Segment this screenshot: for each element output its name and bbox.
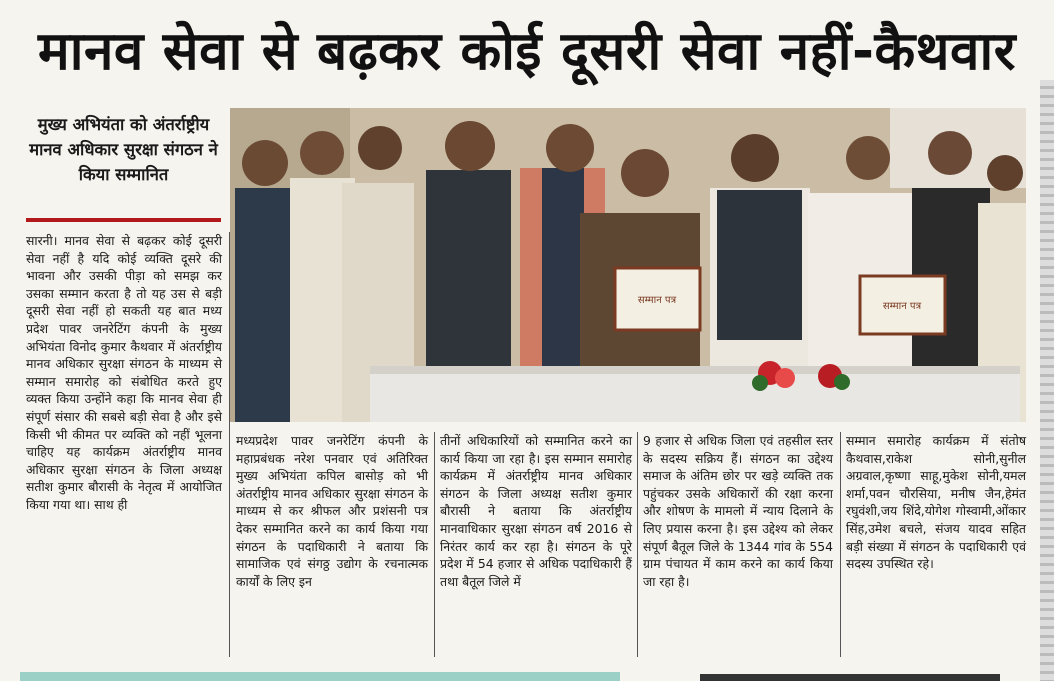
news-photo bbox=[230, 108, 1026, 422]
subheadline-rule bbox=[26, 218, 221, 222]
group-photo-illustration bbox=[230, 108, 1026, 422]
column-divider bbox=[229, 232, 230, 657]
adjacent-page-edge bbox=[1040, 80, 1054, 681]
column-divider bbox=[434, 432, 435, 657]
article-column-2: मध्यप्रदेश पावर जनरेटिंग कंपनी के महाप्रबंधक नरेश पनवार एवं अतिरिक्त मुख्य अभियंता कपिल बासोड़ को भी अंतर्राष्ट्रीय मानव अधिकार सुरक्षा संगठन के माध्यम से कर श्रीफल और प्रशंसनी पत्र देकर सम्मानित करने का कार्य किया गया संगठन के पदाधिकारी ने बताया कि सामाजिक एवं संगठ्ठ उद्योग के रचनात्मक कार्यों के लिए इन bbox=[236, 433, 428, 589]
column-divider bbox=[637, 432, 638, 657]
certificate-text-2: सम्मान पत्र bbox=[882, 301, 922, 312]
article-column-1: सारनी। मानव सेवा से बढ़कर कोई दूसरी सेवा नहीं है यदि कोई व्यक्ति दूसरे की भावना और उसकी पीड़ा को समझ कर उसका सम्मान करता है तो यह उस से बड़ी दूसरी सेवा नहीं हो सकती यह बात मध्य प्रदेश पावर जनरेटिंग कंपनी के मुख्य अभियंता विनोद कुमार कैथवार में अंतर्राष्ट्रीय मानव अधिकार सुरक्षा संगठन के माध्यम से सम्मान समारोह को संबोधित करते हुए व्यक्त किया उन्होंने कहा कि मानव सेवा ही संपूर्ण संसार की सबसे बड़ी सेवा है और इसे किसी भी कीमत पर व्यक्ति को नहीं भूलना चाहिए यह कार्यक्रम अंतर्राष्ट्रीय मानव अधिकार सुरक्षा संगठन के जिला अध्यक्ष सतीश कुमार बौरासी के नेतृत्व में आयोजित किया गया था। साथ ही bbox=[26, 233, 222, 512]
certificate-text-1: सम्मान पत्र bbox=[637, 295, 677, 306]
next-headline-edge bbox=[700, 674, 1000, 681]
headline: मानव सेवा से बढ़कर कोई दूसरी सेवा नहीं-कैथवार bbox=[38, 21, 1016, 82]
column-divider bbox=[840, 432, 841, 657]
article-column-3: तीनों अधिकारियों को सम्मानित करने का कार्य किया जा रहा है। इस सम्मान समारोह कार्यक्रम में अंतर्राष्ट्रीय मानव अधिकार संगठन के जिला अध्यक्ष सतीश कुमार बौरासी ने बताया कि अंतर्राष्ट्रीय मानवाधिकार सुरक्षा संगठन वर्ष 2016 से निरंतर कार्य कर रहा है। संगठन के पूरे प्रदेश में 54 हजार से अधिक पदाधिकारी हैं तथा बैतूल जिले में bbox=[440, 433, 632, 589]
article-column-5: सम्मान समारोह कार्यक्रम में संतोष कैथवास,राकेश सोनी,सुनील अग्रवाल,कृष्णा साहू,मुकेश सोनी,यमल शर्मा,पवन चौरसिया, मनीष जैन,हेमंत रघुवंशी,जय शिंदे,योगेश गोस्वामी,ओंकार सिंह,उमेश बचले, संजय यादव सहित बड़ी संख्या में संगठन के पदाधिकारी एवं सदस्य उपस्थित रहे। bbox=[846, 433, 1026, 572]
article-column-4: 9 हजार से अधिक जिला एवं तहसील स्तर के सदस्य सक्रिय हैं। संगठन का उद्देश्य समाज के अंतिम छोर पर खड़े व्यक्ति तक पहुंचकर उसके अधिकारों की रक्षा करना और शोषण के मामलो में न्याय दिलाने के लिए प्रयास करना है। इस उद्देश्य को लेकर संपूर्ण बैतूल जिले के 1344 गांव के 554 ग्राम पंचायत में काम करने का कार्य किया जा रहा है। bbox=[643, 433, 833, 589]
next-article-band bbox=[20, 672, 620, 681]
subheadline: मुख्य अभियंता को अंतर्राष्ट्रीय मानव अधिकार सुरक्षा संगठन ने किया सम्मानित bbox=[29, 115, 218, 184]
